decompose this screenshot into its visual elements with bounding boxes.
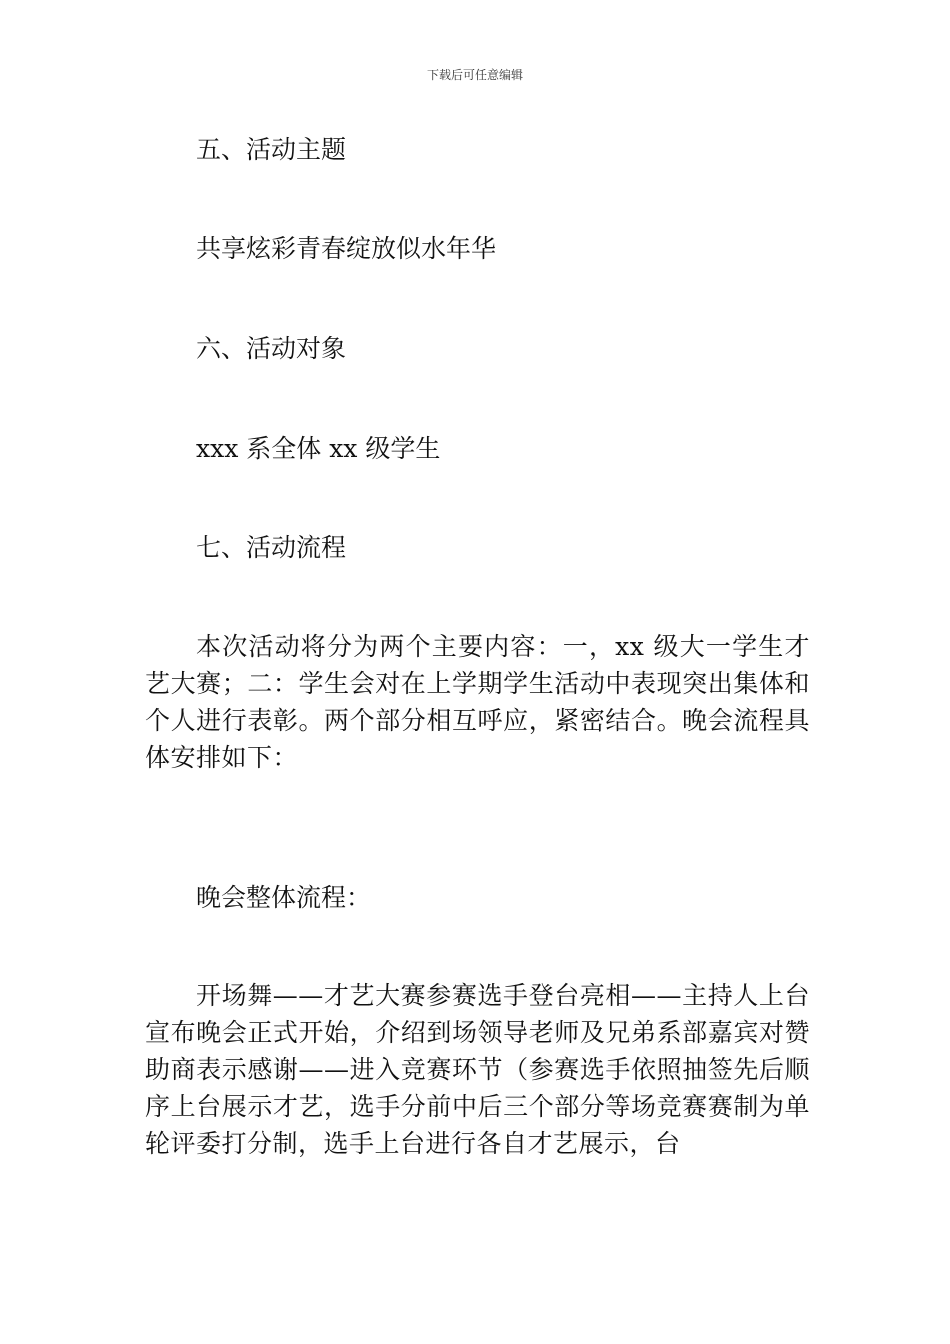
- process-intro-paragraph: 本次活动将分为两个主要内容：一，xx 级大一学生才艺大赛；二：学生会对在上学期学生活动中表现突出集体和个人进行表彰。两个部分相互呼应，紧密结合。晚会流程具体安排如下：: [145, 632, 810, 772]
- flow-detail-paragraph: 开场舞——才艺大赛参赛选手登台亮相——主持人上台宣布晚会正式开始，介绍到场领导老师及兄弟系部嘉宾对赞助商表示感谢——进入竞赛环节（参赛选手依照抽签先后顺序上台展示才艺，选手分前中后三个部分等场竞赛赛制为单轮评委打分制，选手上台进行各自才艺展示，台: [145, 981, 810, 1158]
- section-heading-audience: 六、活动对象: [196, 334, 347, 363]
- activity-audience-text: xxx 系全体 xx 级学生: [196, 434, 441, 463]
- flow-label: 晚会整体流程：: [196, 883, 372, 912]
- section-heading-theme: 五、活动主题: [196, 135, 347, 164]
- page-header-note: 下载后可任意编辑: [426, 68, 523, 82]
- section-heading-process: 七、活动流程: [196, 533, 347, 562]
- activity-theme-text: 共享炫彩青春绽放似水年华: [196, 234, 497, 263]
